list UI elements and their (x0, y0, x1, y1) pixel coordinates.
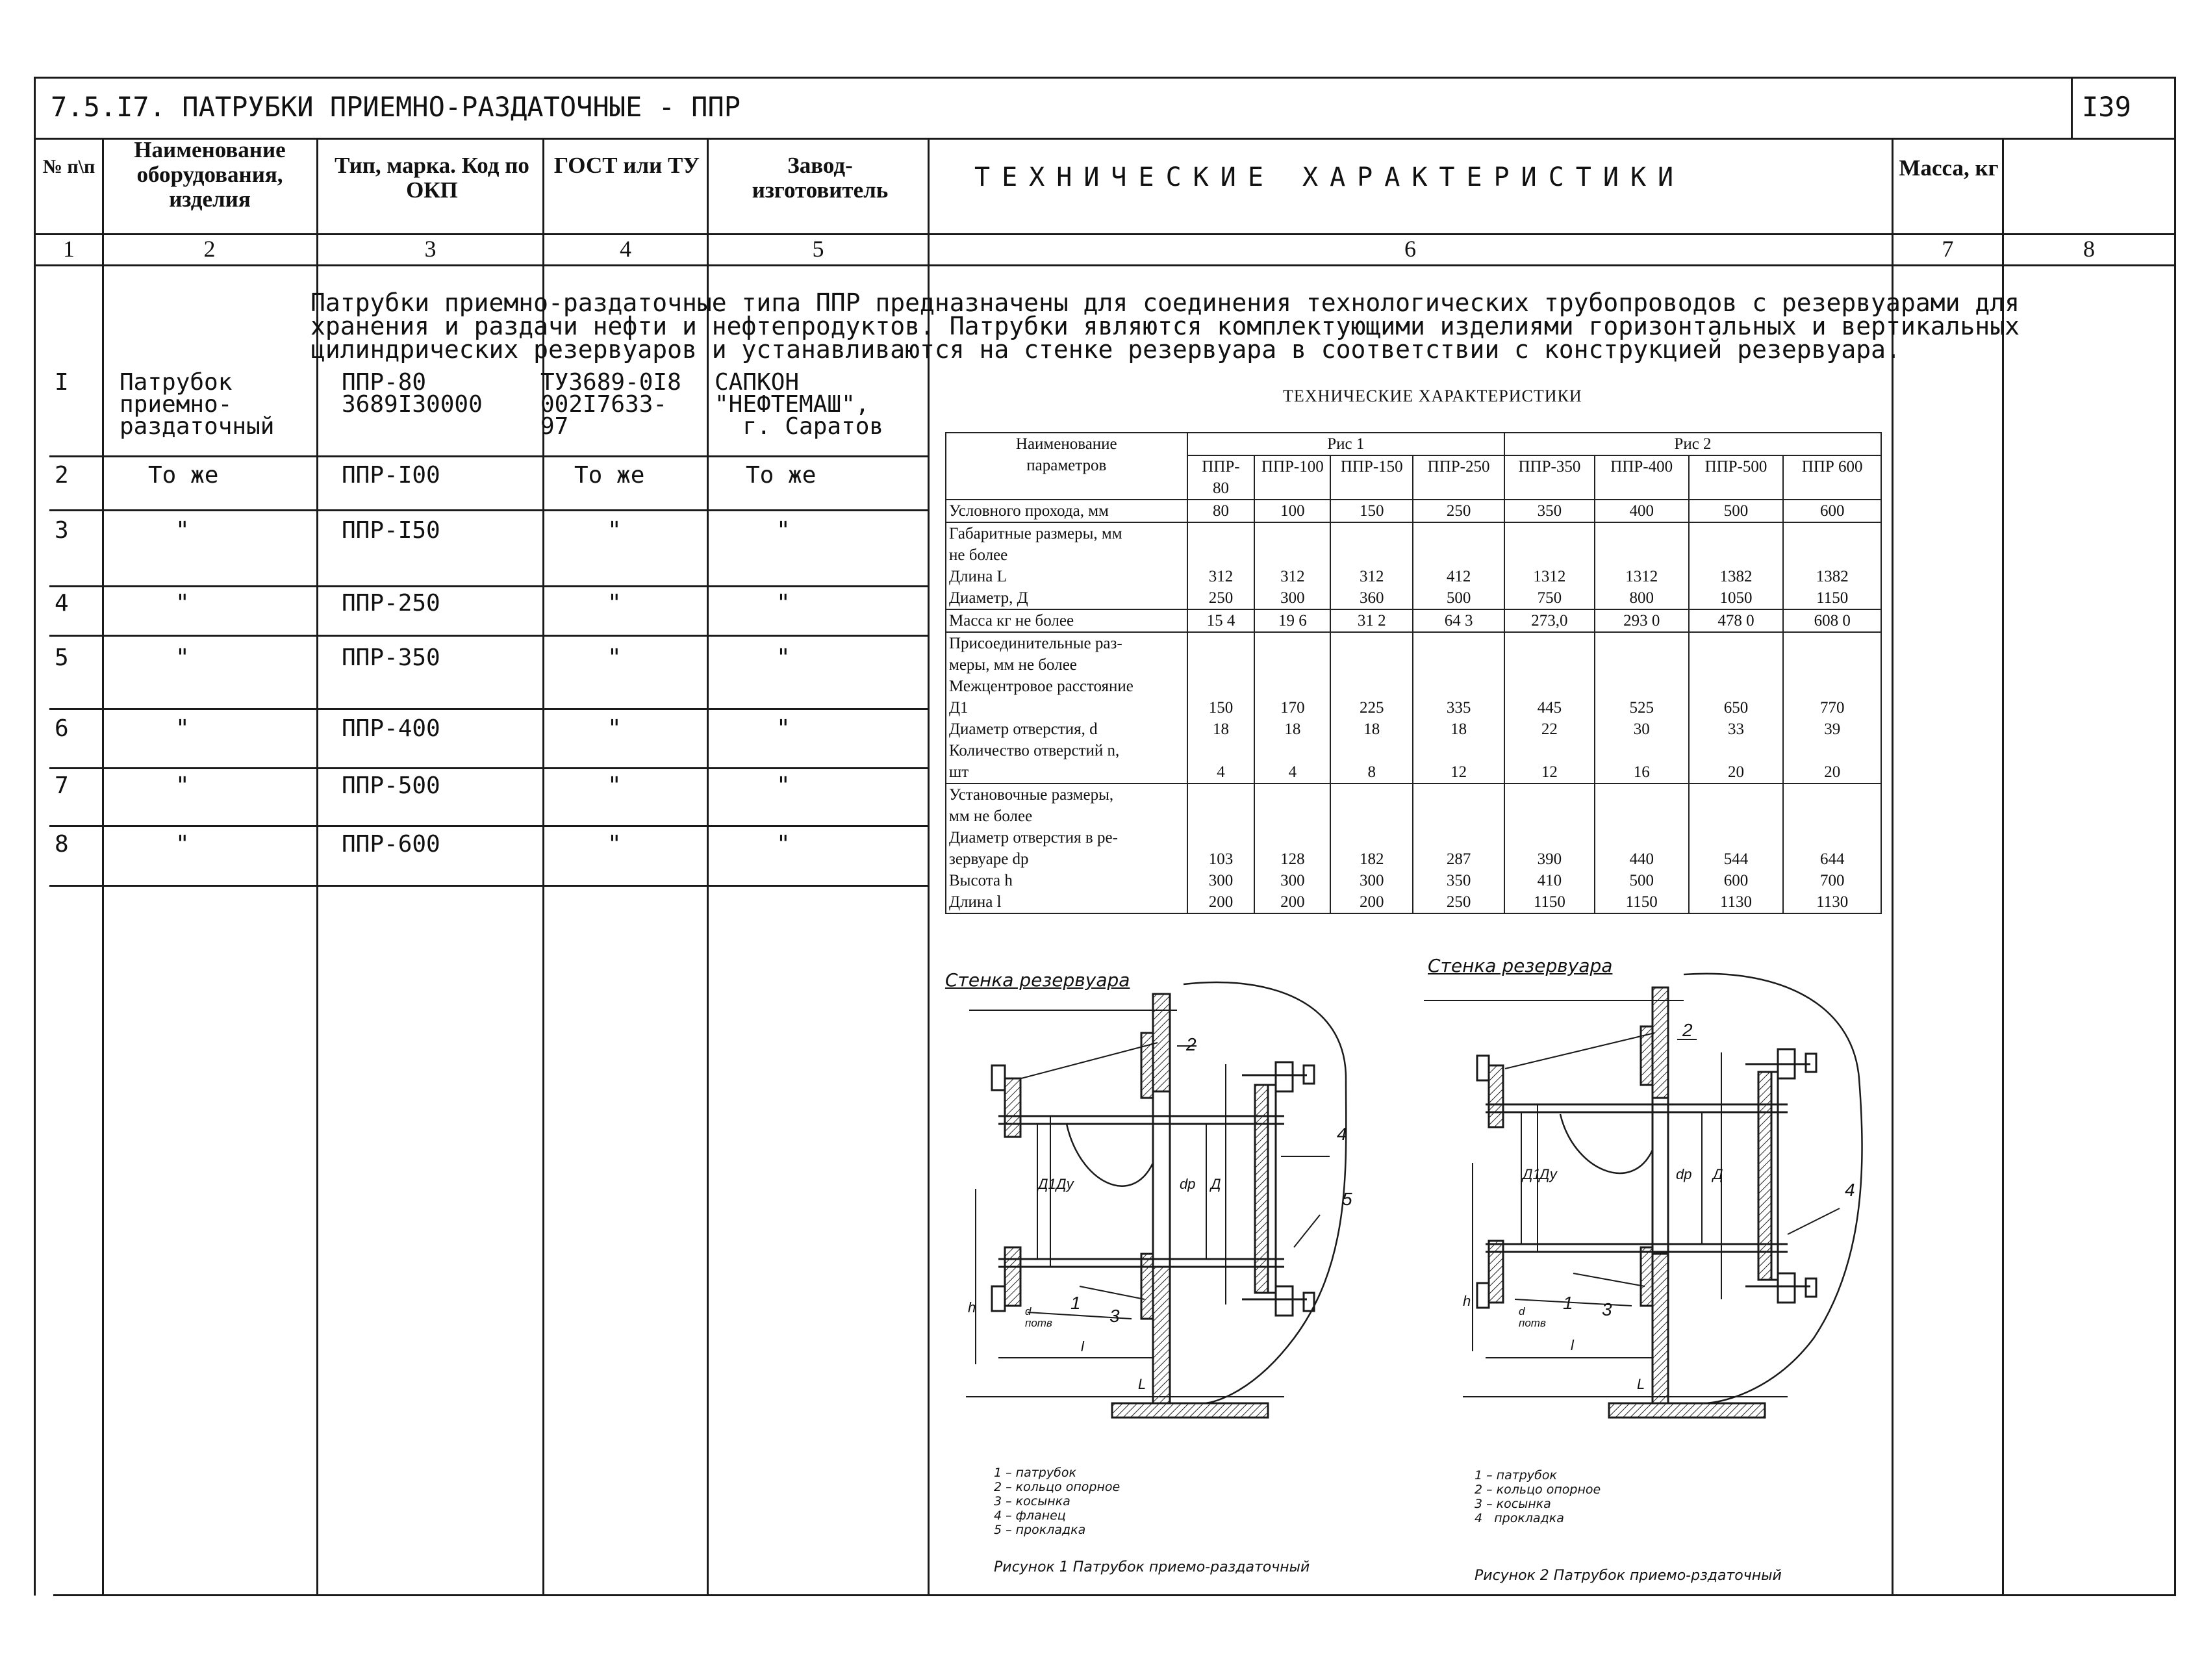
col-header-maker: Завод-изготовитель (752, 153, 889, 203)
fig1-legend: 1 – патрубок 2 – кольцо опорное 3 – косынка 4 – фланец 5 – прокладка (994, 1466, 1121, 1537)
spec-cell: 478 0 (1689, 609, 1784, 632)
fig2-dim-L: L (1637, 1376, 1645, 1392)
spec-cell: 103 300 200 (1187, 783, 1255, 913)
fig2-dim-l: l (1571, 1337, 1574, 1353)
fig1-dim-dpotv: d потв (1025, 1305, 1052, 1329)
spec-fig2-header: Рис 2 (1504, 433, 1881, 455)
colnum-3: 3 (424, 236, 437, 262)
spec-cell: 1382 1050 (1689, 522, 1784, 609)
figure-2 (1424, 974, 1862, 1418)
row-6-type: ППР-400 (342, 715, 440, 742)
col-line-7 (2002, 138, 2004, 1596)
fig2-legend: 1 – патрубок 2 – кольцо опорное 3 – косынка 4 прокладка (1475, 1468, 1601, 1525)
spec-cell: 1312 800 (1595, 522, 1689, 609)
spec-cell: 287 350 250 (1413, 783, 1504, 913)
row-5-maker: " (776, 644, 791, 671)
spec-cell: 312 250 (1187, 522, 1255, 609)
row-2-num: 2 (55, 462, 69, 489)
spec-cell: 650 33 20 (1689, 632, 1784, 783)
row-7-type: ППР-500 (342, 772, 440, 799)
colnum-7: 7 (1942, 236, 1954, 262)
spec-cell: 225 18 8 (1330, 632, 1413, 783)
spec-cell: 440 500 1150 (1595, 783, 1689, 913)
intro-line-3: цилиндрических резервуаров и устанавливаются на стенке резервуара в соответствии с конструкцией резервуара. (310, 335, 1901, 364)
page-number-divider (2071, 77, 2073, 139)
spec-cell: 644 700 1130 (1783, 783, 1881, 913)
figure-1 (966, 982, 1346, 1418)
frame-right (2174, 77, 2176, 1596)
spec-header-row (946, 433, 1881, 455)
row-4-name: " (175, 590, 190, 617)
row-8-maker: " (776, 831, 791, 858)
row-2-maker: То же (746, 462, 817, 489)
page-number: I39 (2082, 91, 2131, 123)
fig1-callout-4: 4 (1337, 1124, 1347, 1144)
row-2-gost: То же (574, 462, 645, 489)
row-4-maker: " (776, 590, 791, 617)
row-4-gost: " (607, 590, 622, 617)
spec-cell: 312 300 (1254, 522, 1330, 609)
spec-row-label: Масса кг не более (946, 609, 1187, 632)
spec-model: ППР-150 (1330, 455, 1413, 500)
spec-table (945, 432, 1882, 914)
spec-cell: 335 18 12 (1413, 632, 1504, 783)
col-header-mass: Масса, кг (1899, 155, 1999, 181)
frame-left (34, 77, 36, 1596)
row-7-gost: " (607, 772, 622, 799)
intro-line-1: Патрубки приемно-раздаточные типа ППР предназначены для соединения технологических трубопроводов с резервуарами для (310, 288, 2020, 317)
spec-cell: 293 0 (1595, 609, 1689, 632)
spec-row (946, 609, 1881, 632)
fig1-dim-l: l (1081, 1338, 1084, 1355)
spec-cell: 525 30 16 (1595, 632, 1689, 783)
row-3-gost: " (607, 517, 622, 544)
spec-cell: 64 3 (1413, 609, 1504, 632)
spec-cell: 1382 1150 (1783, 522, 1881, 609)
spec-model: ППР 600 (1783, 455, 1881, 500)
fig1-wall-label: Стенка резервуара (945, 969, 1130, 991)
fig2-dim-dp: dр (1676, 1166, 1692, 1182)
frame-bottom (53, 1594, 2176, 1596)
col-header-type: Тип, марка. Код по ОКП (335, 153, 529, 203)
spec-cell: 390 410 1150 (1504, 783, 1595, 913)
row-sep-5 (49, 708, 929, 710)
spec-cell: 150 18 4 (1187, 632, 1255, 783)
fig1-callout-3: 3 (1109, 1306, 1120, 1326)
fig2-dim-dpotv: d потв (1519, 1305, 1546, 1329)
fig2-dim-dy: Ду (1539, 1166, 1557, 1182)
spec-cell: 600 (1783, 500, 1881, 522)
row-4-type: ППР-250 (342, 590, 440, 617)
fig1-callout-5: 5 (1342, 1189, 1352, 1209)
spec-fig1-header: Рис 1 (1187, 433, 1504, 455)
spec-cell: 19 6 (1254, 609, 1330, 632)
frame-top (34, 77, 2176, 79)
spec-row (946, 500, 1881, 522)
row-1-name: Патрубок приемно- раздаточный (120, 369, 275, 440)
row-8-name: " (175, 831, 190, 858)
spec-row (946, 632, 1881, 783)
row-5-num: 5 (55, 644, 69, 671)
row-7-maker: " (776, 772, 791, 799)
row-8-type: ППР-600 (342, 831, 440, 858)
row-sep-4 (49, 635, 929, 637)
spec-body (946, 500, 1881, 913)
fig2-dim-d: Д (1713, 1166, 1723, 1182)
row-6-num: 6 (55, 715, 69, 742)
row-1-gost: ТУ3689-0I8 002I7633- 97 (540, 369, 681, 440)
spec-cell: 250 (1413, 500, 1504, 522)
row-8-num: 8 (55, 831, 69, 858)
spec-cell: 182 300 200 (1330, 783, 1413, 913)
spec-row (946, 522, 1881, 609)
row-sep-6 (49, 767, 929, 769)
fig1-dim-h: h (968, 1299, 976, 1316)
row-sep-2 (49, 509, 929, 511)
fig2-callout-1: 1 (1563, 1293, 1573, 1313)
spec-model: ППР-400 (1595, 455, 1689, 500)
row-sep-8 (49, 885, 929, 887)
row-1-maker: САПКОН "НЕФТЕМАШ", г. Саратов (715, 369, 884, 440)
spec-cell: 100 (1254, 500, 1330, 522)
spec-cell: 80 (1187, 500, 1255, 522)
section-title: 7.5.I7. ПАТРУБКИ ПРИЕМНО-РАЗДАТОЧНЫЕ - ППР (51, 91, 741, 123)
row-5-type: ППР-350 (342, 644, 440, 671)
spec-model: ППР-250 (1413, 455, 1504, 500)
spec-cell: 150 (1330, 500, 1413, 522)
colnum-bottom-line (34, 264, 2176, 266)
fig1-dim-dp: dр (1180, 1176, 1196, 1192)
spec-cell: 500 (1689, 500, 1784, 522)
spec-model: ППР- 80 (1187, 455, 1255, 500)
spec-cell: 608 0 (1783, 609, 1881, 632)
row-6-maker: " (776, 715, 791, 742)
spec-row-label: Присоединительные раз- меры, мм не более Межцентровое расстояние Д1 Диаметр отверстия, d Количество отверстий n, шт (946, 632, 1187, 783)
row-2-type: ППР-I00 (342, 462, 440, 489)
colnum-2: 2 (203, 236, 216, 262)
row-3-num: 3 (55, 517, 69, 544)
row-1-num: I (55, 369, 69, 396)
colnum-6: 6 (1404, 236, 1416, 262)
spec-cell: 31 2 (1330, 609, 1413, 632)
row-2-name: То же (148, 462, 219, 489)
fig2-wall-label: Стенка резервуара (1428, 955, 1613, 976)
fig2-dim-h: h (1463, 1293, 1471, 1309)
row-5-gost: " (607, 644, 622, 671)
colnum-4: 4 (620, 236, 631, 262)
row-1-type: ППР-80 3689I30000 (342, 369, 483, 418)
spec-cell: 15 4 (1187, 609, 1255, 632)
spec-cell: 128 300 200 (1254, 783, 1330, 913)
row-6-gost: " (607, 715, 622, 742)
spec-cell: 412 500 (1413, 522, 1504, 609)
fig2-callout-4: 4 (1845, 1180, 1855, 1200)
spec-cell: 1312 750 (1504, 522, 1595, 609)
spec-param-header: Наименование параметров (946, 433, 1187, 500)
spec-row-label: Габаритные размеры, мм не более Длина L Диаметр, Д (946, 522, 1187, 609)
spec-cell: 770 39 20 (1783, 632, 1881, 783)
spec-table-title: ТЕХНИЧЕСКИЕ ХАРАКТЕРИСТИКИ (1283, 387, 1582, 405)
fig1-caption: Рисунок 1 Патрубок приемо-раздаточный (994, 1559, 1310, 1575)
spec-model: ППР-350 (1504, 455, 1595, 500)
spec-cell: 445 22 12 (1504, 632, 1595, 783)
spec-cell: 400 (1595, 500, 1689, 522)
row-6-name: " (175, 715, 190, 742)
fig2-dim-d1: Д1 (1523, 1166, 1541, 1182)
fig1-dim-d1: Д1 (1038, 1176, 1056, 1192)
fig1-dim-d: Д (1211, 1176, 1221, 1192)
col-header-number: № п\п (42, 156, 95, 177)
row-3-name: " (175, 517, 190, 544)
col-header-gost: ГОСТ или ТУ (553, 153, 700, 178)
row-5-name: " (175, 644, 190, 671)
intro-line-2: хранения и раздачи нефти и нефтепродуктов. Патрубки являются комплектующими изделиями горизонтальных и вертикальных (310, 312, 2020, 340)
row-4-num: 4 (55, 590, 69, 617)
colnum-5: 5 (812, 236, 824, 262)
row-7-num: 7 (55, 772, 69, 799)
colnum-8: 8 (2083, 236, 2095, 262)
col-line-1 (102, 138, 104, 1596)
spec-cell: 273,0 (1504, 609, 1595, 632)
row-sep-1 (49, 455, 929, 457)
row-3-type: ППР-I50 (342, 517, 440, 544)
col-header-name: Наименование оборудования, изделия (134, 137, 286, 212)
spec-model: ППР-100 (1254, 455, 1330, 500)
fig2-callout-3: 3 (1602, 1299, 1612, 1319)
row-sep-7 (49, 825, 929, 827)
row-3-maker: " (776, 517, 791, 544)
row-8-gost: " (607, 831, 622, 858)
spec-cell: 170 18 4 (1254, 632, 1330, 783)
spec-cell: 350 (1504, 500, 1595, 522)
fig1-callout-2: 2 (1186, 1034, 1197, 1054)
spec-cell: 544 600 1130 (1689, 783, 1784, 913)
row-7-name: " (175, 772, 190, 799)
fig1-dim-L: L (1138, 1376, 1146, 1392)
row-sep-3 (49, 585, 929, 587)
col-header-specs: ТЕХНИЧЕСКИЕ ХАРАКТЕРИСТИКИ (974, 162, 1686, 192)
colnum-1: 1 (63, 236, 75, 262)
spec-row-label: Установочные размеры, мм не более Диаметр отверстия в ре- зервуаре dр Высота h Длина l (946, 783, 1187, 913)
fig1-dim-dy: Ду (1056, 1176, 1074, 1192)
fig2-callout-2: 2 (1682, 1020, 1693, 1040)
fig2-caption: Рисунок 2 Патрубок приемо-рздаточный (1475, 1568, 1782, 1584)
spec-row (946, 783, 1881, 913)
spec-cell: 312 360 (1330, 522, 1413, 609)
fig1-callout-1: 1 (1070, 1293, 1081, 1313)
spec-model: ППР-500 (1689, 455, 1784, 500)
spec-row-label: Условного прохода, мм (946, 500, 1187, 522)
title-bottom-line (34, 138, 2176, 140)
